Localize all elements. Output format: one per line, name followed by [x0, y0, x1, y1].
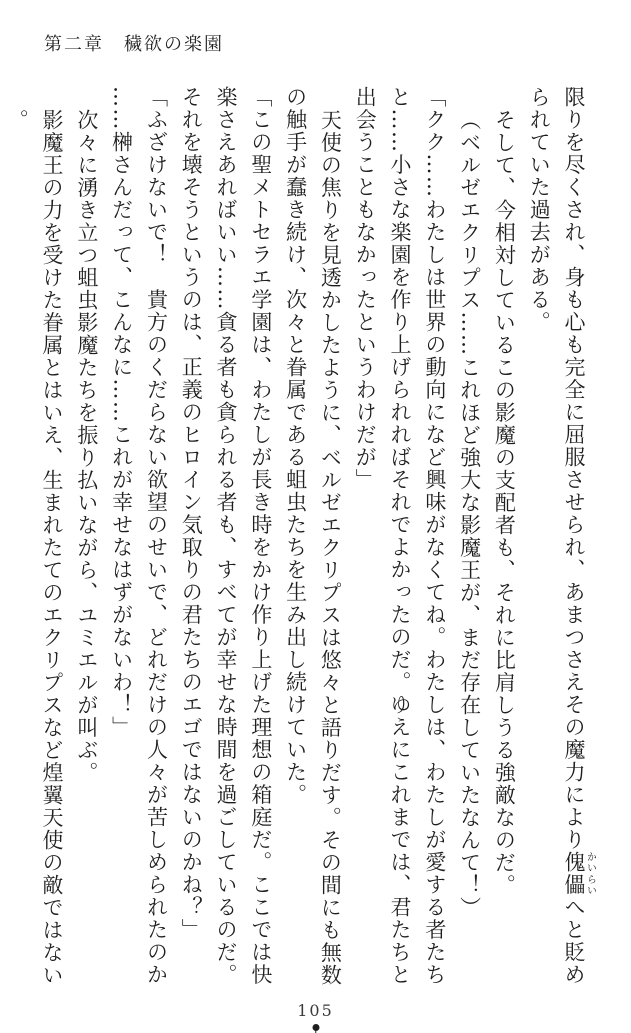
text-column: 天使の焦りを見透かしたように、ベルゼエクリプスは悠々と語りだす。その間にも無数: [318, 108, 343, 986]
text-column: 限りを尽くされ、身も心も完全に屈服させられ、あまつさえその魔力により傀儡かいらいへと貶め: [562, 86, 596, 986]
text-column: られていた過去がある。: [527, 86, 552, 334]
text-column: 影魔王の力を受けた眷属とはいえ、生まれたてのエクリプスなど煌翼天使の敵ではない。: [5, 108, 65, 986]
text-column: ……榊さんだって、こんなに……これが幸せなはずがないわ！」: [109, 86, 134, 739]
text-column: そして、今相対しているこの影魔の支配者も、それに比肩しうる強敵なのだ。: [492, 108, 517, 896]
chapter-header: 第二章 穢欲の楽園: [44, 34, 224, 55]
body-text: [5, 86, 596, 1002]
text-column: 「ふざけないで！ 貴方のくだらない欲望のせいで、どれだけの人々が苦しめられたのか: [144, 86, 169, 986]
text-column: 次々に湧き立つ蛆虫影魔たちを振り払いながら、ユミエルが叫ぶ。: [74, 108, 99, 784]
text-column: それを壊そうというのは、正義のヒロイン気取りの君たちのエゴではないのかね？」: [179, 86, 204, 941]
ruby-annotated-word: 傀儡かいらい: [562, 851, 596, 896]
text-column: （ベルゼエクリプス……これほど強大な影魔王が、まだ存在していたなんて！）: [457, 108, 482, 919]
text-column: と……小さな楽園を作り上げられればそれでよかったのだ。ゆえにこれまでは、君たちと: [388, 86, 413, 986]
text-column: 出会うこともなかったというわけだが」: [353, 86, 378, 491]
page-number: 105: [297, 1001, 334, 1020]
text-column: 楽さえあればいい……貪る者も貪られる者も、すべてが幸せな時間を過ごしているのだ。: [214, 86, 239, 986]
text-column: 「この聖メトセラエ学園は、わたしが長き時をかけ作り上げた理想の箱庭だ。ここでは快: [248, 86, 273, 986]
text-column: 「クク……わたしは世界の動向になど興味がなくてね。わたしは、わたしが愛する者たち: [422, 86, 447, 986]
text-column: の触手が蠢き続け、次々と眷属である蛆虫たちを生み出し続けていた。: [283, 86, 308, 806]
